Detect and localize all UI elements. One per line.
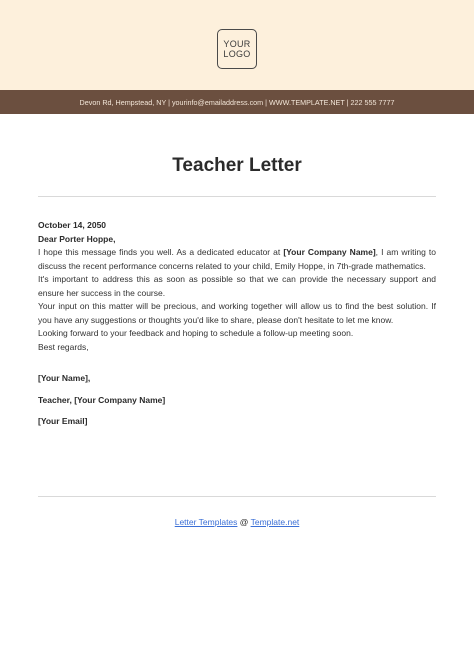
letter-paragraph-3: Your input on this matter will be precious, and working together will allow us to find the best solution. If you have any suggestions or thoughts you'd like to share, please don't hesitate to let me know. — [38, 301, 436, 325]
paragraph-1-end: , I am writing to discuss the recent performance concerns related to your child, Emily Hoppe, in 7th-grade mathematics. — [38, 247, 437, 271]
logo-placeholder — [217, 29, 257, 69]
letter-salutation: Dear Porter Hoppe, — [38, 233, 116, 244]
template-net-link[interactable]: Template.net — [250, 517, 300, 527]
divider-top — [38, 196, 436, 197]
contact-info: Devon Rd, Hempstead, NY | yourinfo@emailaddress.com | WWW.TEMPLATE.NET | 222 555 7777 — [79, 97, 395, 107]
footer-separator: @ — [237, 517, 251, 527]
letter-paragraph-1 — [38, 246, 436, 273]
signature-block — [38, 372, 436, 429]
letter-closing: Best regards, — [38, 341, 89, 352]
paragraph-1-start: I hope this message finds you well. As a dedicated educator at — [38, 247, 284, 257]
signature-role: Teacher, [Your Company Name] — [38, 394, 166, 405]
footer-credits — [0, 517, 474, 527]
letter-body — [38, 219, 436, 429]
letter-paragraph-2: It's important to address this as soon as possible so that we can provide the necessary support and ensure her success in the course. — [38, 274, 436, 298]
letter-paragraph-4: Looking forward to your feedback and hoping to schedule a follow-up meeting soon. — [38, 328, 354, 338]
company-name-placeholder: [Your Company Name] — [283, 247, 376, 257]
logo-line-1: YOUR — [223, 39, 251, 49]
logo-line-2: LOGO — [223, 49, 251, 59]
signature-email: [Your Email] — [38, 416, 88, 426]
divider-bottom — [38, 496, 436, 497]
letter-date: October 14, 2050 — [38, 220, 107, 230]
header-band — [0, 0, 474, 90]
page-title: Teacher Letter — [172, 155, 302, 176]
contact-bar — [0, 90, 474, 114]
signature-name: [Your Name], — [38, 373, 91, 383]
letter-templates-link[interactable]: Letter Templates — [174, 517, 238, 527]
